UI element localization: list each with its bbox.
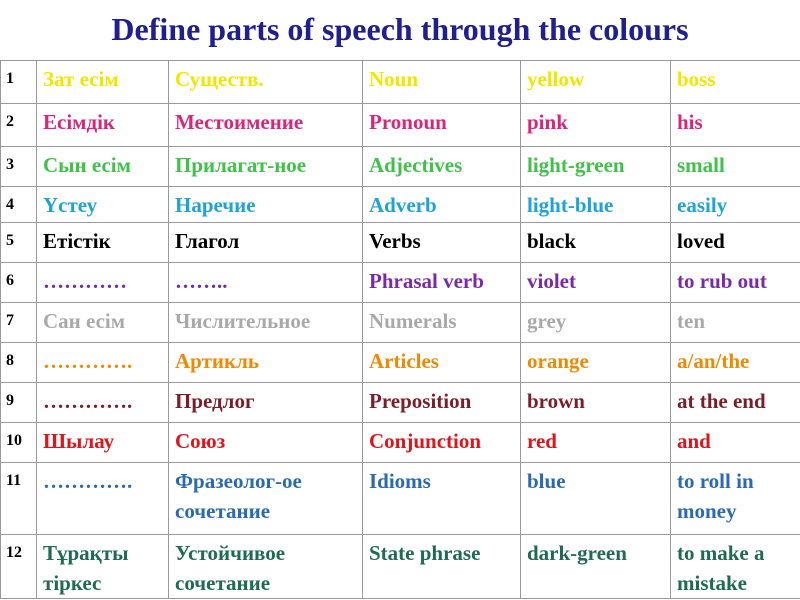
russian-term-cell: Союз xyxy=(169,423,363,463)
kazakh-term-cell: Есімдік xyxy=(37,104,169,147)
table-row xyxy=(1,263,800,303)
colour-name-cell: red xyxy=(521,423,671,463)
russian-term-cell: Числительное xyxy=(169,303,363,343)
kazakh-term-cell: Үстеу xyxy=(37,187,169,223)
row-number-cell: 3 xyxy=(1,147,37,187)
kazakh-term-cell: …………. xyxy=(37,463,169,535)
example-cell: to make a mistake xyxy=(671,535,800,599)
colour-name-cell: brown xyxy=(521,383,671,423)
kazakh-term-cell: Сан есім xyxy=(37,303,169,343)
kazakh-term-cell: Зат есім xyxy=(37,61,169,104)
russian-term-cell: …….. xyxy=(169,263,363,303)
parts-of-speech-table xyxy=(0,60,800,599)
table-row xyxy=(1,343,800,383)
page-title: Define parts of speech through the colours xyxy=(111,11,689,47)
example-cell: small xyxy=(671,147,800,187)
table-row xyxy=(1,535,800,599)
example-cell: his xyxy=(671,104,800,147)
table-body xyxy=(1,61,800,599)
example-cell: loved xyxy=(671,223,800,263)
colour-name-cell: light-green xyxy=(521,147,671,187)
english-term-cell: Adverb xyxy=(363,187,521,223)
row-number-cell: 8 xyxy=(1,343,37,383)
english-term-cell: Idioms xyxy=(363,463,521,535)
russian-term-cell: Предлог xyxy=(169,383,363,423)
row-number-cell: 10 xyxy=(1,423,37,463)
table-row xyxy=(1,147,800,187)
row-number-cell: 6 xyxy=(1,263,37,303)
table-row xyxy=(1,104,800,147)
english-term-cell: Pronoun xyxy=(363,104,521,147)
example-cell: to roll in money xyxy=(671,463,800,535)
table-row xyxy=(1,223,800,263)
colour-name-cell: orange xyxy=(521,343,671,383)
colour-name-cell: light-blue xyxy=(521,187,671,223)
table-row xyxy=(1,463,800,535)
table-row xyxy=(1,423,800,463)
russian-term-cell: Местоимение xyxy=(169,104,363,147)
russian-term-cell: Существ. xyxy=(169,61,363,104)
row-number-cell: 7 xyxy=(1,303,37,343)
kazakh-term-cell: …………. xyxy=(37,383,169,423)
english-term-cell: Conjunction xyxy=(363,423,521,463)
table-row xyxy=(1,383,800,423)
row-number-cell: 4 xyxy=(1,187,37,223)
colour-name-cell: black xyxy=(521,223,671,263)
russian-term-cell: Глагол xyxy=(169,223,363,263)
russian-term-cell: Наречие xyxy=(169,187,363,223)
russian-term-cell: Фразеолог-ое сочетание xyxy=(169,463,363,535)
english-term-cell: Adjectives xyxy=(363,147,521,187)
example-cell: a/an/the xyxy=(671,343,800,383)
example-cell: to rub out xyxy=(671,263,800,303)
english-term-cell: Preposition xyxy=(363,383,521,423)
row-number-cell: 5 xyxy=(1,223,37,263)
row-number-cell: 11 xyxy=(1,463,37,535)
russian-term-cell: Устойчивое сочетание xyxy=(169,535,363,599)
example-cell: ten xyxy=(671,303,800,343)
english-term-cell: Verbs xyxy=(363,223,521,263)
kazakh-term-cell: …………. xyxy=(37,343,169,383)
row-number-cell: 9 xyxy=(1,383,37,423)
example-cell: at the end xyxy=(671,383,800,423)
row-number-cell: 12 xyxy=(1,535,37,599)
english-term-cell: Phrasal verb xyxy=(363,263,521,303)
row-number-cell: 2 xyxy=(1,104,37,147)
colour-name-cell: violet xyxy=(521,263,671,303)
colour-name-cell: yellow xyxy=(521,61,671,104)
kazakh-term-cell: Сын есім xyxy=(37,147,169,187)
colour-name-cell: grey xyxy=(521,303,671,343)
table-row xyxy=(1,61,800,104)
kazakh-term-cell: ………… xyxy=(37,263,169,303)
colour-name-cell: dark-green xyxy=(521,535,671,599)
russian-term-cell: Артикль xyxy=(169,343,363,383)
colour-name-cell: pink xyxy=(521,104,671,147)
english-term-cell: State phrase xyxy=(363,535,521,599)
example-cell: easily xyxy=(671,187,800,223)
example-cell: and xyxy=(671,423,800,463)
table-row xyxy=(1,303,800,343)
english-term-cell: Numerals xyxy=(363,303,521,343)
example-cell: boss xyxy=(671,61,800,104)
english-term-cell: Articles xyxy=(363,343,521,383)
colour-name-cell: blue xyxy=(521,463,671,535)
english-term-cell: Noun xyxy=(363,61,521,104)
kazakh-term-cell: Тұрақты тіркес xyxy=(37,535,169,599)
kazakh-term-cell: Шылау xyxy=(37,423,169,463)
row-number-cell: 1 xyxy=(1,61,37,104)
kazakh-term-cell: Етістік xyxy=(37,223,169,263)
table-row xyxy=(1,187,800,223)
russian-term-cell: Прилагат-ное xyxy=(169,147,363,187)
